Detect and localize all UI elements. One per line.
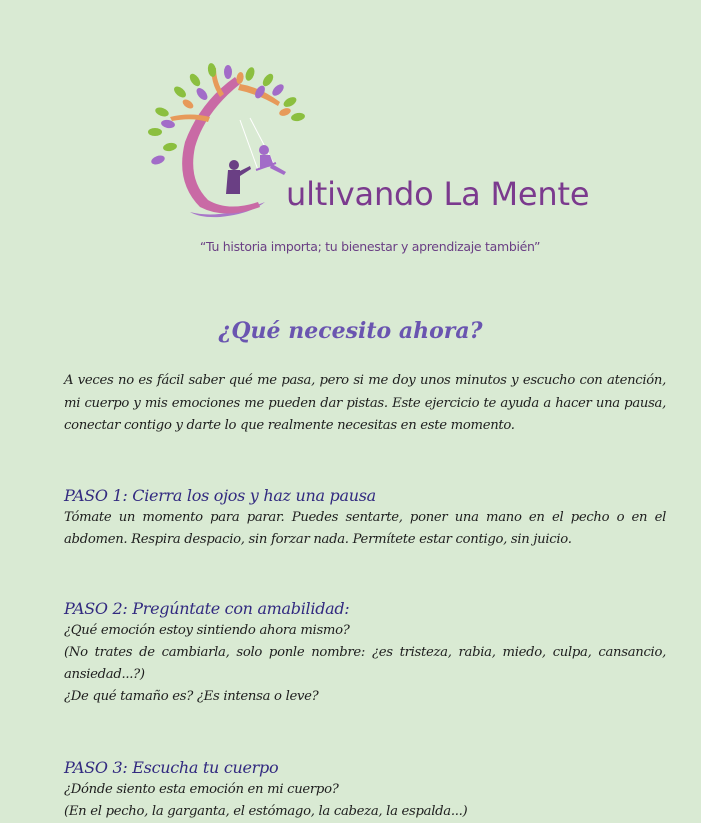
tree-with-swing-icon — [140, 62, 310, 222]
tagline: “Tu historia importa; tu bienestar y aprendizaje también” — [199, 239, 541, 254]
step-heading: PASO 1: Cierra los ojos y haz una pausa — [64, 486, 376, 505]
brand-name: ultivando La Mente — [286, 175, 590, 213]
step-text: (No trates de cambiarla, solo ponle nombre: ¿es tristeza, rabia, miedo, culpa, cansancio, ansiedad...?) — [64, 645, 666, 682]
step-text: ¿Qué emoción estoy sintiendo ahora mismo? — [64, 623, 350, 638]
step-text: (En el pecho, la garganta, el estómago, la cabeza, la espalda...) — [64, 804, 468, 819]
step-text: Tómate un momento para parar. Puedes sentarte, poner una mano en el pecho o en el abdomen. Respira despacio, sin forzar nada. Permítete estar contigo, sin juicio. — [64, 510, 666, 547]
step-text: ¿Dónde siento esta emoción en mi cuerpo? — [64, 782, 339, 797]
step-heading: PASO 3: Escucha tu cuerpo — [64, 758, 279, 777]
page-title: ¿Qué necesito ahora? — [218, 318, 483, 344]
step-1 — [64, 485, 666, 551]
step-2 — [64, 598, 666, 708]
logo — [140, 62, 600, 262]
step-heading: PASO 2: Pregúntate con amabilidad: — [64, 599, 350, 618]
intro-paragraph: A veces no es fácil saber qué me pasa, pero si me doy unos minutos y escucho con atención, mi cuerpo y mis emociones me pueden dar pistas. Este ejercicio te ayuda a hacer una pausa, conectar contigo y darte lo que realmente necesitas en este momento. — [64, 373, 666, 433]
step-text: ¿De qué tamaño es? ¿Es intensa o leve? — [64, 689, 319, 704]
step-3 — [64, 757, 666, 823]
